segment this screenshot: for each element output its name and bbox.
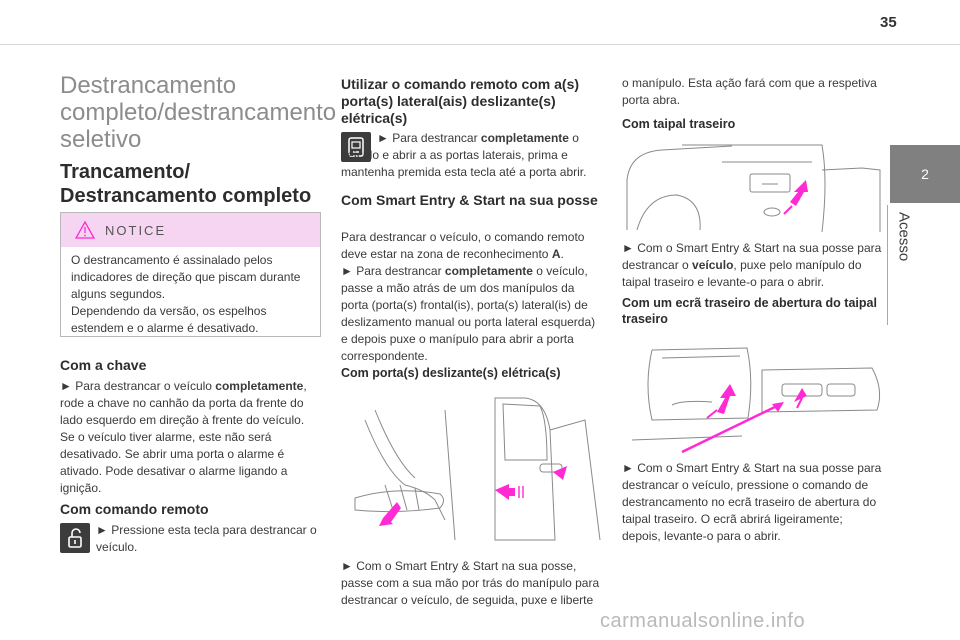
notice-text-1: O destrancamento é assinalado pelos indicadores de direção que piscam durante alguns segundos. [71, 253, 301, 301]
notice-body [61, 247, 320, 337]
section-heading: Trancamento/ Destrancamento completo [60, 161, 312, 207]
rear-screen-text: ► Com o Smart Entry & Start na sua posse para destrancar o veículo, pressione o comando de destrancamento no ecrã traseiro de abertura do taipal traseiro. O ecrã abrirá ligeiramente; depois, levante-o para o abrir. [622, 461, 882, 543]
key-text [60, 378, 328, 497]
key-heading: Com a chave [60, 357, 147, 373]
unlock-icon [60, 523, 90, 553]
chapter-label [884, 212, 924, 332]
watermark: carmanualsonline.info [600, 610, 806, 632]
tailgate-text-pre: ► Com o Smart Entry & Start na sua posse para destrancar o [622, 241, 882, 272]
key-text-pre: ► Para destrancar o veículo [60, 379, 216, 393]
remote-text: ► Pressione esta tecla para destrancar o veículo. [96, 523, 317, 554]
chapter-label-text: Acesso [895, 212, 913, 262]
rear-screen-heading: Com um ecrã traseiro de abertura do taipal traseiro [622, 296, 877, 326]
warning-icon [75, 221, 95, 239]
remote-sliding-heading: Utilizar o comando remoto com a(s) porta(s) lateral(ais) deslizante(s) elétrica(s) [341, 76, 580, 126]
page-number: 35 [880, 14, 897, 31]
remote-sliding-text-pre: ► Para destrancar [377, 131, 481, 145]
smart-entry-heading: Com Smart Entry & Start na sua posse [341, 192, 598, 208]
smart-text-2-bold: completamente [444, 264, 533, 278]
tailgate-text-post: , puxe pelo manípulo do taipal traseiro e levante-o para o abrir. [622, 258, 862, 289]
smart-text-1-pre: Para destrancar o veículo, o comando remoto deve estar na zona de reconhecimento [341, 230, 585, 261]
tailgate-text-bold: veículo [692, 258, 734, 272]
rear-screen-illustration [622, 340, 884, 455]
key-text-2: Se o veículo tiver alarme, este não será desativado. Se abrir uma porta o alarme é ativado. Pode desativar o alarme ligando a ignição. [60, 430, 288, 495]
tailgate-heading: Com taipal traseiro [622, 117, 736, 131]
smart-text-2-pre: ► Para destrancar [341, 264, 445, 278]
smart-text-1-post: . [560, 247, 564, 261]
main-heading: Destrancamento completo/destrancamento seletivo [60, 72, 337, 153]
electric-door-heading: Com porta(s) deslizante(s) elétrica(s) [341, 366, 561, 380]
electric-door-text: ► Com o Smart Entry & Start na sua posse, passe com a sua mão por trás do manípulo para destrancar o veículo, de seguida, puxe e liberte [341, 559, 600, 607]
notice-text-2: Dependendo da versão, os espelhos estendem e o alarme é desativado. [71, 304, 267, 335]
tailgate-text [622, 240, 884, 291]
chapter-tab[interactable]: 2 [890, 145, 960, 203]
notice-header [61, 213, 320, 247]
remote-heading: Com comando remoto [60, 501, 209, 517]
continued-text: o manípulo. Esta ação fará com que a respetiva porta abra. [622, 76, 877, 107]
sliding-door-illustration [345, 390, 605, 550]
smart-text-2-post: o veículo, passe a mão atrás de um dos manípulos da porta (porta(s) frontal(is), porta(s) lateral(is) de deslizamento manual ou porta lateral esquerda) e depois puxe o manípulo para abrir a porta correspondente. [341, 264, 596, 363]
smart-text-1-bold: A [551, 247, 561, 261]
header-divider [0, 44, 960, 45]
key-text-bold: completamente [215, 379, 304, 393]
tailgate-illustration [622, 140, 884, 235]
key-text-post: , rode a chave no canhão da porta da frente do lado esquerdo em direção à frente do veículo. [60, 379, 307, 427]
notice-title: NOTICE [105, 222, 167, 238]
smart-entry-text [341, 229, 605, 365]
notice-box [60, 212, 321, 337]
remote-sliding-text-post: o veículo e abrir a as portas laterais, prima e mantenha premida esta tecla até a porta abrir. [341, 131, 587, 179]
remote-sliding-text-bold: completamente [480, 131, 569, 145]
remote-sliding-text [341, 130, 605, 181]
